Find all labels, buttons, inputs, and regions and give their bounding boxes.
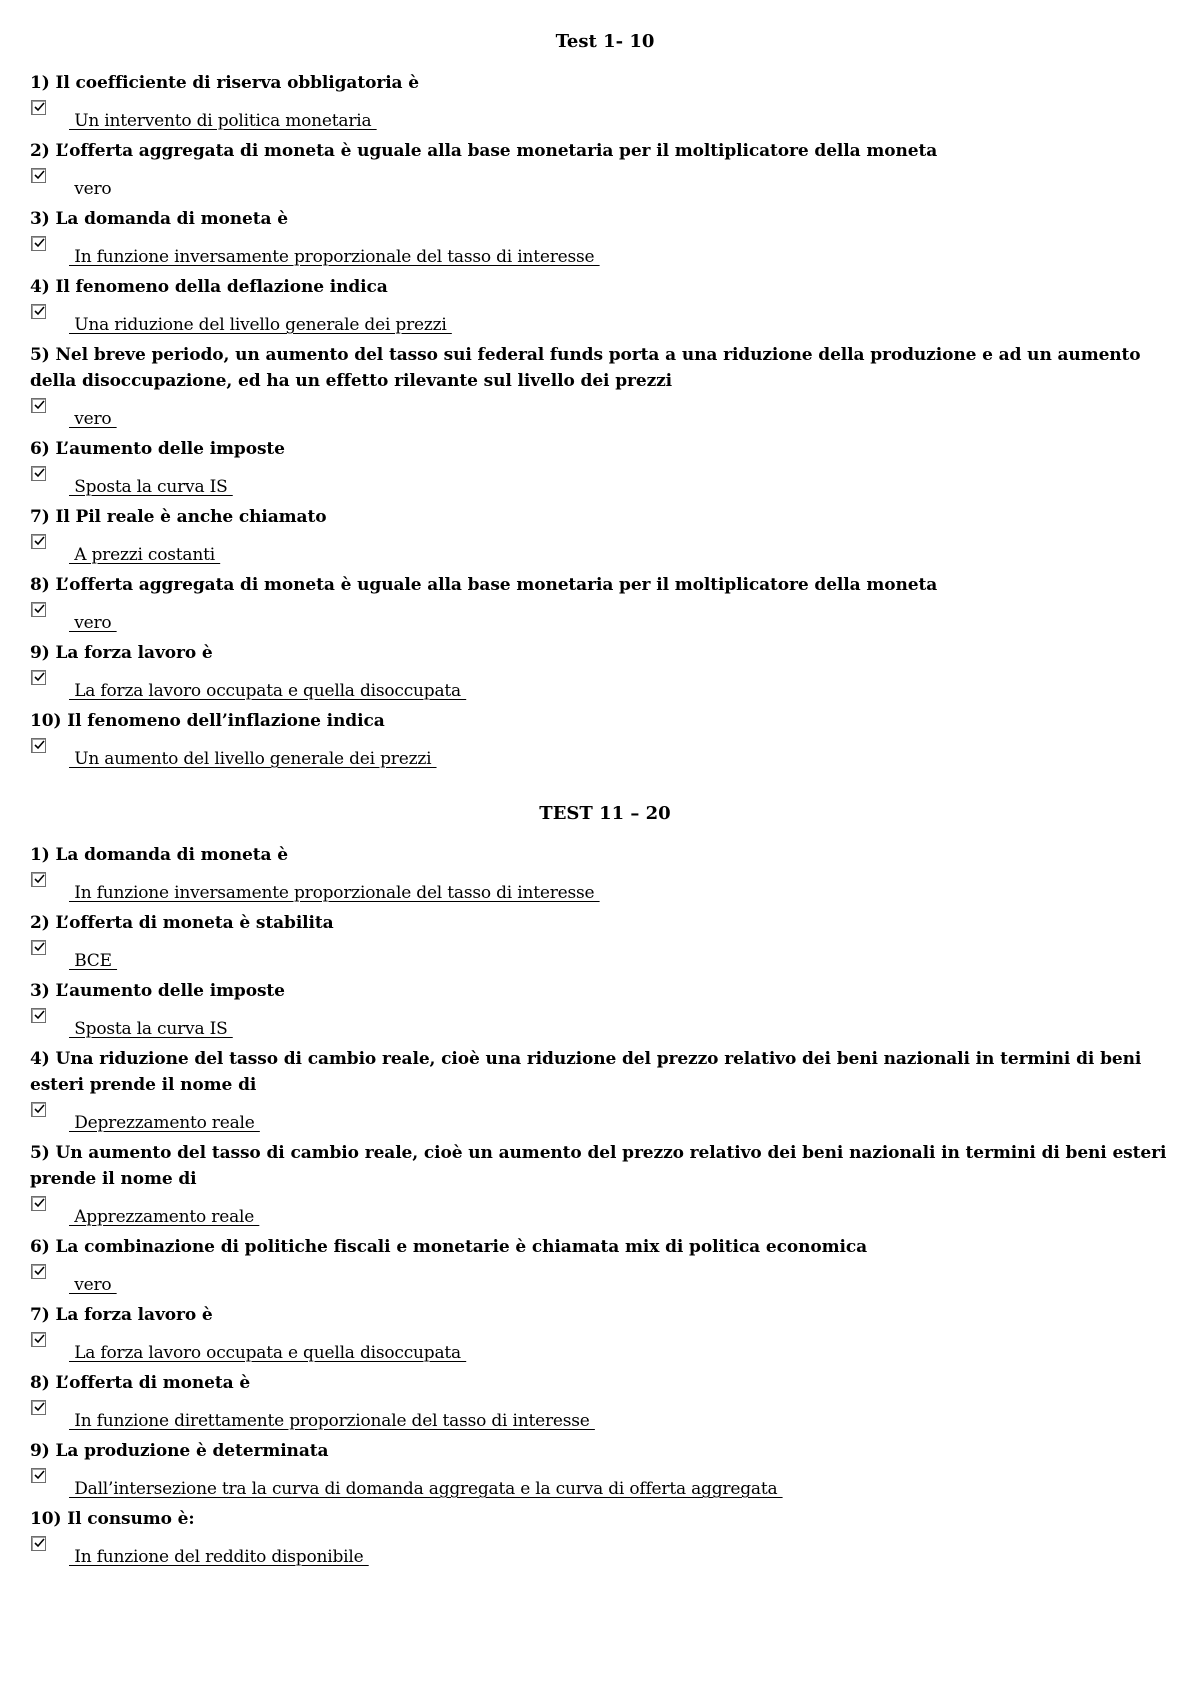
question-text: 3) L’aumento delle imposte [30,981,285,1001]
answer-text: A prezzi costanti [69,545,221,565]
question-item [30,1302,1180,1370]
answer-row [30,1192,1180,1234]
question-item [30,1140,1180,1234]
checked-checkbox-icon[interactable] [31,872,46,887]
question-item [30,1438,1180,1506]
answer-text: vero [69,409,117,429]
answer-text: In funzione inversamente proporzionale del tasso di interesse [69,247,600,267]
answer-row [30,598,1180,640]
answer-text: vero [69,1275,117,1295]
question-text: 6) La combinazione di politiche fiscali e monetarie è chiamata mix di politica economica [30,1237,868,1257]
question-text: 3) La domanda di moneta è [30,209,288,229]
question-item [30,978,1180,1046]
checked-checkbox-icon[interactable] [31,398,46,413]
test-section-2 [30,802,1180,1574]
answer-row [30,1532,1180,1574]
checked-checkbox-icon[interactable] [31,1102,46,1117]
answer-text: Deprezzamento reale [69,1113,260,1133]
answer-text: Apprezzamento reale [69,1207,260,1227]
answer-row [30,96,1180,138]
answer-row [30,462,1180,504]
checked-checkbox-icon[interactable] [31,100,46,115]
section-title: TEST 11 – 20 [539,803,671,824]
answer-text: Una riduzione del livello generale dei prezzi [69,315,452,335]
answer-row [30,1396,1180,1438]
checked-checkbox-icon[interactable] [31,670,46,685]
question-text: 8) L’offerta di moneta è [30,1373,251,1393]
answer-row [30,164,1180,206]
question-item [30,342,1180,436]
question-text: 2) L’offerta aggregata di moneta è uguale alla base monetaria per il moltiplicatore della moneta [30,141,938,161]
question-list [30,842,1180,1574]
question-item [30,910,1180,978]
checked-checkbox-icon[interactable] [31,940,46,955]
checked-checkbox-icon[interactable] [31,534,46,549]
answer-row [30,1328,1180,1370]
checked-checkbox-icon[interactable] [31,1536,46,1551]
question-text: 2) L’offerta di moneta è stabilita [30,913,334,933]
checked-checkbox-icon[interactable] [31,168,46,183]
answer-row [30,868,1180,910]
answer-text: In funzione inversamente proporzionale del tasso di interesse [69,883,600,903]
question-text: 6) L’aumento delle imposte [30,439,285,459]
answer-text: BCE [69,951,118,971]
question-text: 1) Il coefficiente di riserva obbligatoria è [30,73,419,93]
question-text: 8) L’offerta aggregata di moneta è uguale alla base monetaria per il moltiplicatore della moneta [30,575,938,595]
answer-row [30,1098,1180,1140]
question-text: 10) Il fenomeno dell’inflazione indica [30,711,385,731]
section-title: Test 1- 10 [555,31,655,52]
checked-checkbox-icon[interactable] [31,1196,46,1211]
answer-text: Sposta la curva IS [69,1019,233,1039]
question-text: 1) La domanda di moneta è [30,845,288,865]
question-item [30,206,1180,274]
answer-row [30,394,1180,436]
answer-row [30,1260,1180,1302]
question-text: 10) Il consumo è: [30,1509,195,1529]
checked-checkbox-icon[interactable] [31,304,46,319]
answer-row [30,666,1180,708]
answer-text: In funzione direttamente proporzionale del tasso di interesse [69,1411,595,1431]
answer-text: vero [69,179,112,199]
question-text: 9) La produzione è determinata [30,1441,329,1461]
checked-checkbox-icon[interactable] [31,1332,46,1347]
answer-row [30,936,1180,978]
question-item [30,138,1180,206]
answer-row [30,1004,1180,1046]
checked-checkbox-icon[interactable] [31,602,46,617]
test-section-1 [30,30,1180,776]
checked-checkbox-icon[interactable] [31,738,46,753]
answer-text: In funzione del reddito disponibile [69,1547,369,1567]
checked-checkbox-icon[interactable] [31,236,46,251]
answer-row [30,232,1180,274]
checked-checkbox-icon[interactable] [31,1400,46,1415]
checked-checkbox-icon[interactable] [31,1468,46,1483]
checked-checkbox-icon[interactable] [31,1008,46,1023]
answer-text: Dall’intersezione tra la curva di domanda aggregata e la curva di offerta aggregata [69,1479,783,1499]
question-item [30,572,1180,640]
question-item [30,842,1180,910]
answer-text: vero [69,613,117,633]
question-text: 7) Il Pil reale è anche chiamato [30,507,327,527]
answer-row [30,530,1180,572]
question-item [30,1370,1180,1438]
question-text: 4) Una riduzione del tasso di cambio reale, cioè una riduzione del prezzo relativo dei beni nazionali in termini di beni esteri prende il nome di [30,1049,1142,1095]
question-item [30,1506,1180,1574]
question-item [30,274,1180,342]
checked-checkbox-icon[interactable] [31,466,46,481]
question-item [30,640,1180,708]
answer-text: La forza lavoro occupata e quella disoccupata [69,1343,467,1363]
question-item [30,70,1180,138]
answer-row [30,300,1180,342]
answer-text: Sposta la curva IS [69,477,233,497]
answer-text: Un aumento del livello generale dei prezzi [69,749,437,769]
question-text: 7) La forza lavoro è [30,1305,213,1325]
question-item [30,708,1180,776]
question-text: 5) Nel breve periodo, un aumento del tasso sui federal funds porta a una riduzione della produzione e ad un aumento della disoccupazione, ed ha un effetto rilevante sul livello dei prezzi [30,345,1141,391]
answer-row [30,734,1180,776]
checked-checkbox-icon[interactable] [31,1264,46,1279]
answer-text: Un intervento di politica monetaria [69,111,377,131]
question-item [30,504,1180,572]
question-text: 9) La forza lavoro è [30,643,213,663]
answer-text: La forza lavoro occupata e quella disoccupata [69,681,467,701]
question-list [30,70,1180,776]
question-item [30,436,1180,504]
question-item [30,1046,1180,1140]
question-item [30,1234,1180,1302]
answer-row [30,1464,1180,1506]
question-text: 4) Il fenomeno della deflazione indica [30,277,388,297]
question-text: 5) Un aumento del tasso di cambio reale, cioè un aumento del prezzo relativo dei beni nazionali in termini di beni esteri prende il nome di [30,1143,1167,1189]
